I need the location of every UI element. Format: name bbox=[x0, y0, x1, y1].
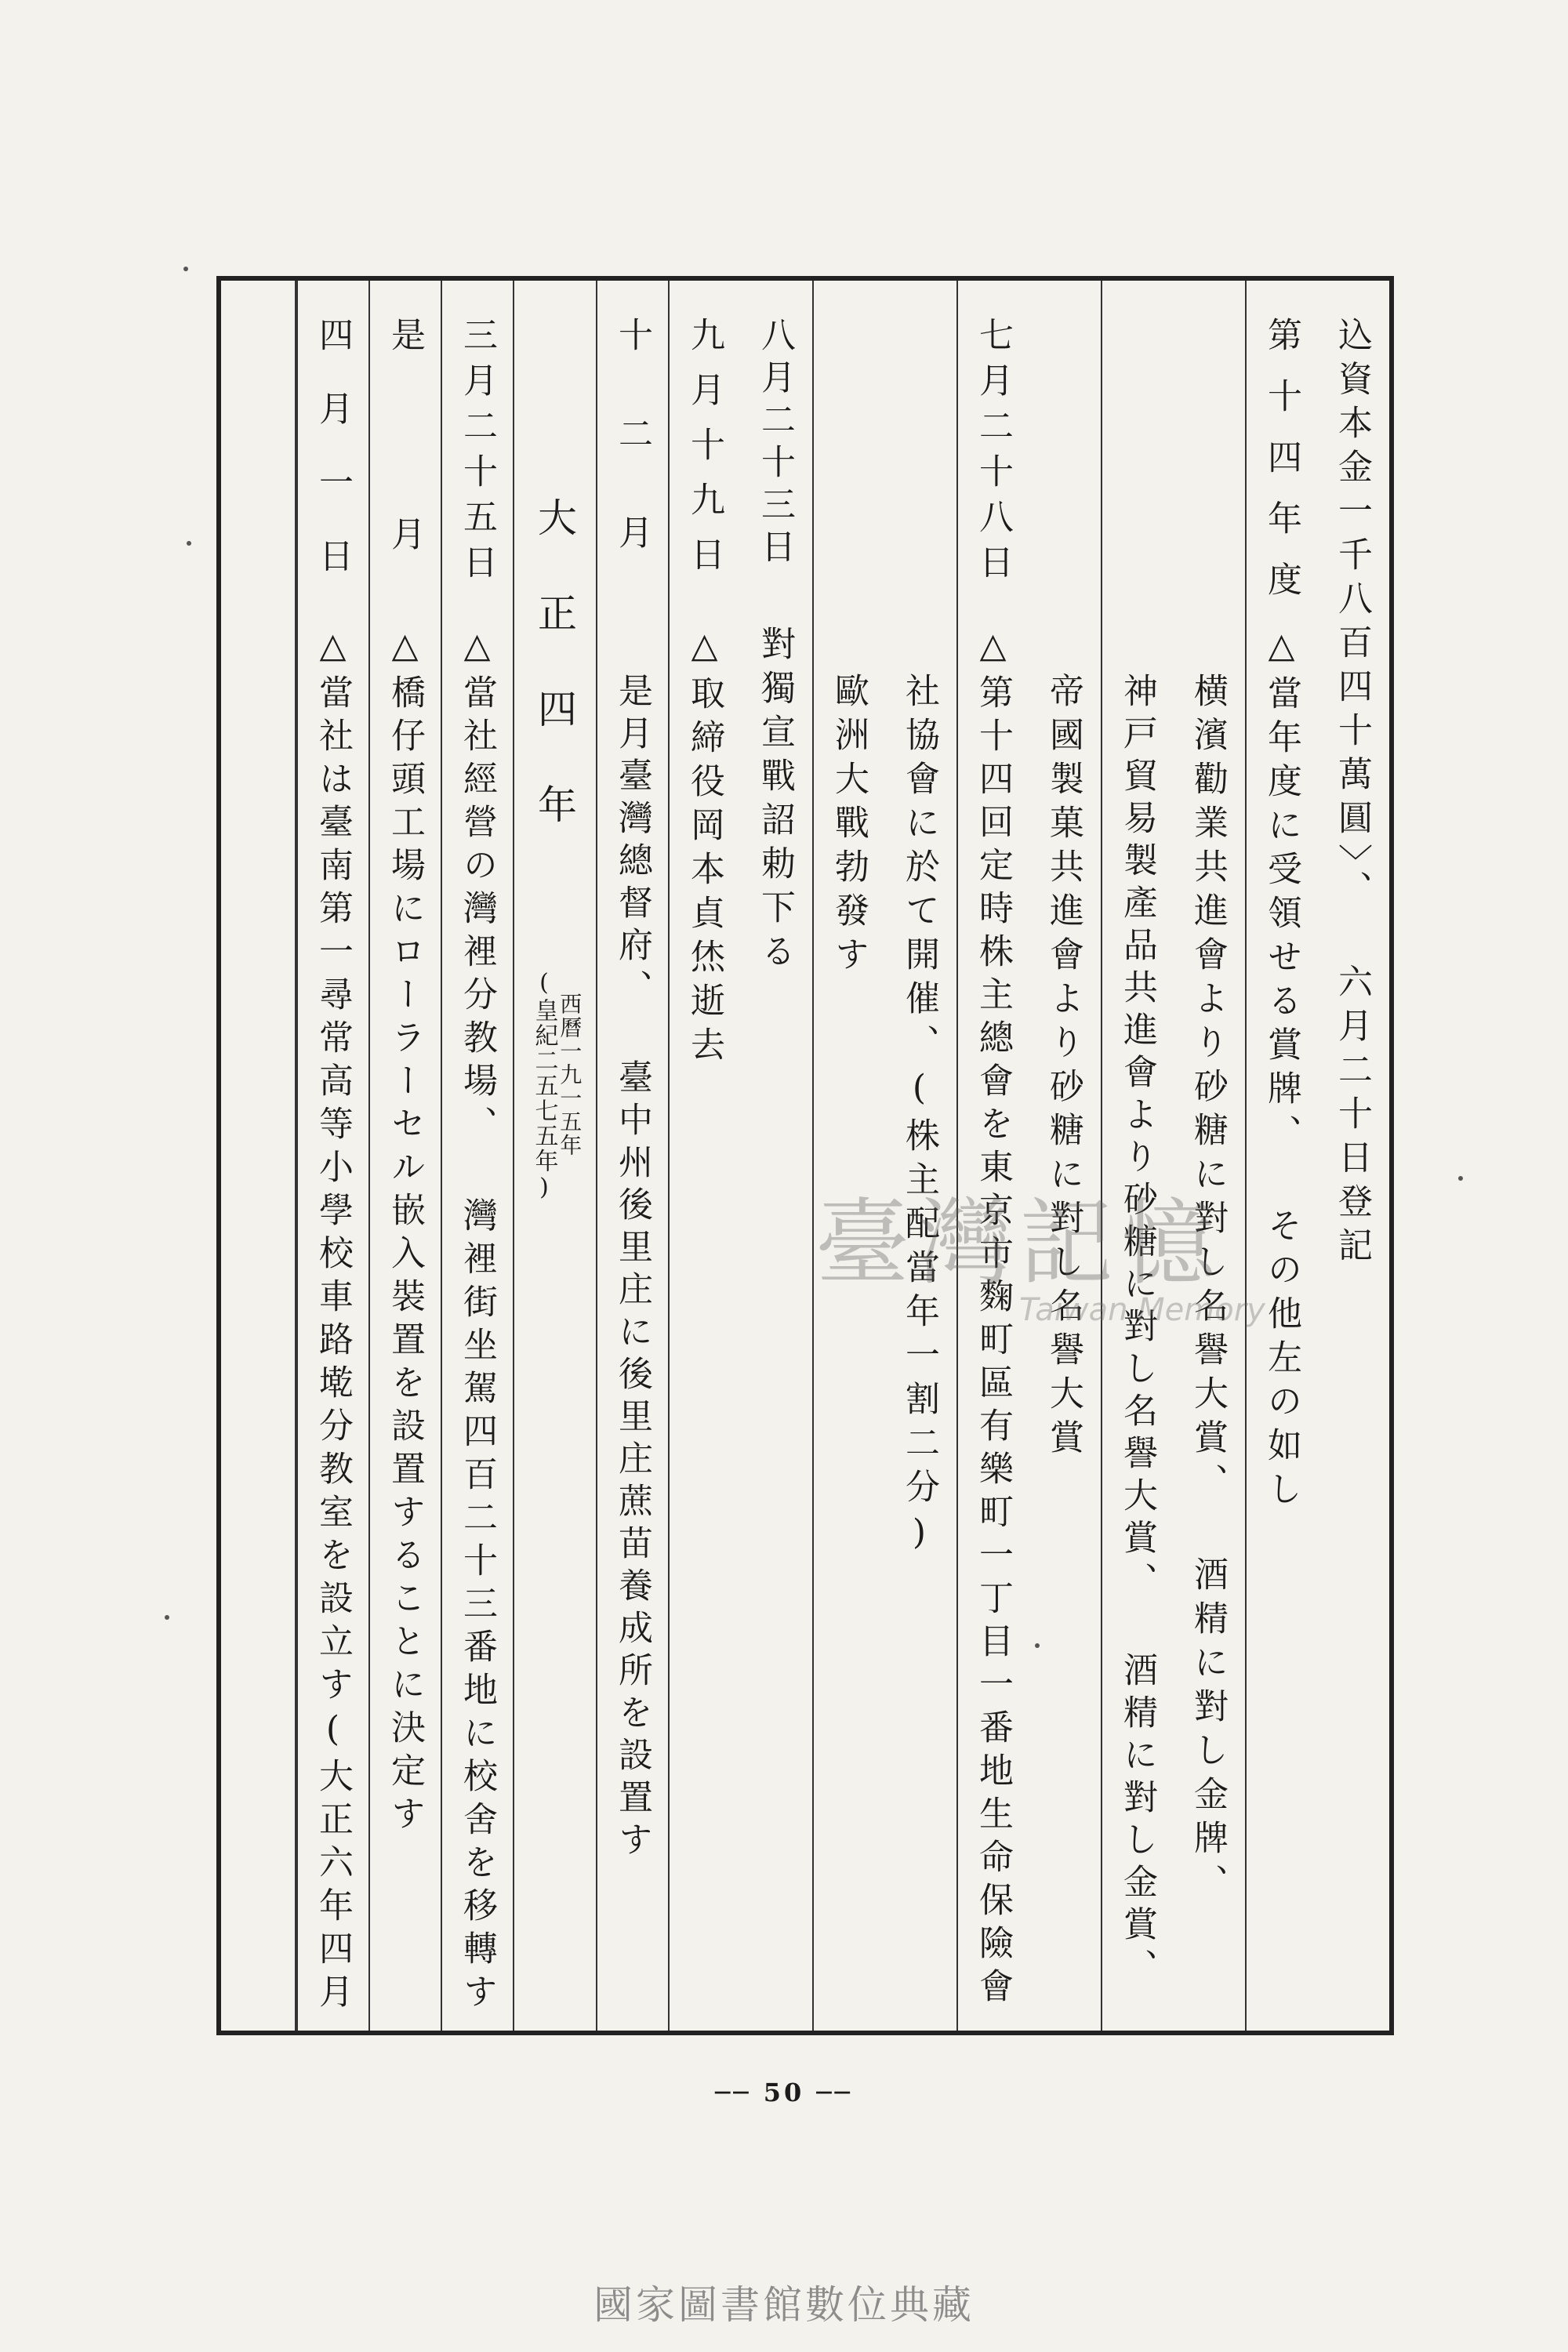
entry-column bbox=[740, 281, 812, 2031]
year-note bbox=[530, 969, 557, 1203]
entry-column bbox=[884, 281, 956, 2031]
entry-text: △橋仔頭工場にローラーセル嵌入裝置を設置することに決定す bbox=[385, 626, 425, 1838]
entry-date: 八月二十三日 bbox=[755, 317, 795, 571]
entry-column bbox=[1029, 281, 1101, 2031]
entry-text: 歐洲大戰勃發す bbox=[829, 673, 869, 980]
year-note-line: 西曆一九一五年 bbox=[557, 993, 583, 1157]
entry-date: 七月二十八日 bbox=[973, 317, 1013, 590]
entry-column bbox=[1317, 281, 1389, 2031]
year-heading-column bbox=[513, 281, 596, 2031]
entry-text: △取締役岡本貞烋逝去 bbox=[684, 626, 724, 1070]
entry-column bbox=[1245, 281, 1317, 2031]
year-heading: 大正四年 bbox=[532, 497, 577, 880]
entry-column bbox=[1101, 281, 1173, 2031]
entry-date: 四月一日 bbox=[313, 317, 353, 612]
library-footer: 國家圖書館數位典藏 bbox=[593, 2282, 975, 2328]
watermark-cjk: 臺灣記憶 bbox=[815, 1189, 1223, 1298]
entry-text: 横濱勸業共進會より砂糖に對し名譽大賞、 酒精に對し金牌、 bbox=[1188, 673, 1228, 1907]
entry-date: 十二月 bbox=[612, 317, 652, 613]
year-note-line: (皇紀二五七五年) bbox=[530, 969, 558, 1203]
entry-column bbox=[296, 281, 368, 2031]
entry-text: 對獨宣戰詔勅下る bbox=[755, 626, 795, 977]
watermark-logo bbox=[815, 1168, 1286, 1356]
entry-text: △當年度に受領せる賞牌、 その他左の如し bbox=[1261, 626, 1301, 1515]
entry-date: 第十四年度 bbox=[1261, 317, 1301, 622]
page-number: ── 50 ── bbox=[715, 2078, 853, 2107]
entry-text: 社協會に於て開催、(株主配當年一割二分) bbox=[899, 673, 939, 1562]
print-speck bbox=[1035, 1643, 1040, 1648]
page-frame bbox=[216, 276, 1394, 2035]
entry-text: △第十四回定時株主總會を東京市麴町區有樂町一丁目一番地生命保險會 bbox=[973, 626, 1013, 2011]
entry-date: 九月十九日 bbox=[684, 317, 724, 591]
print-speck bbox=[187, 541, 191, 546]
entry-column bbox=[956, 281, 1029, 2031]
entry-text: 帝國製菓共進會より砂糖に對し名譽大賞 bbox=[1044, 673, 1083, 1463]
margin-column bbox=[221, 281, 296, 2031]
entry-column bbox=[668, 281, 740, 2031]
entry-text: △當社經營の灣裡分教場、 灣裡街坐駕四百二十三番地に校舍を移轉す bbox=[457, 626, 497, 2016]
entry-column bbox=[596, 281, 668, 2031]
entry-text: 込資本金一千八百四十萬圓〉、 六月二十日登記 bbox=[1332, 317, 1372, 1271]
entry-text: 神戸貿易製產品共進會より砂糖に對し名譽大賞、 酒精に對し金賞、 bbox=[1117, 673, 1157, 1991]
entry-text: △當社は臺南第一尋常高等小學校車路墘分教室を設立す(大正六年四月 bbox=[313, 626, 353, 2016]
entry-column bbox=[1173, 281, 1245, 2031]
print-speck bbox=[165, 1615, 169, 1620]
entry-column bbox=[441, 281, 513, 2031]
entry-column bbox=[368, 281, 441, 2031]
entry-date: 三月二十五日 bbox=[457, 317, 497, 590]
entry-text: 是月臺灣總督府、 臺中州後里庄に後里庄蔗苗養成所を設置す bbox=[612, 673, 652, 1864]
year-note bbox=[557, 993, 582, 1157]
print-speck bbox=[1458, 1176, 1463, 1181]
entry-column bbox=[812, 281, 884, 2031]
entry-date: 是月 bbox=[385, 317, 425, 715]
watermark-en: Taiwan Memory bbox=[1019, 1292, 1265, 1328]
print-speck bbox=[183, 267, 188, 271]
